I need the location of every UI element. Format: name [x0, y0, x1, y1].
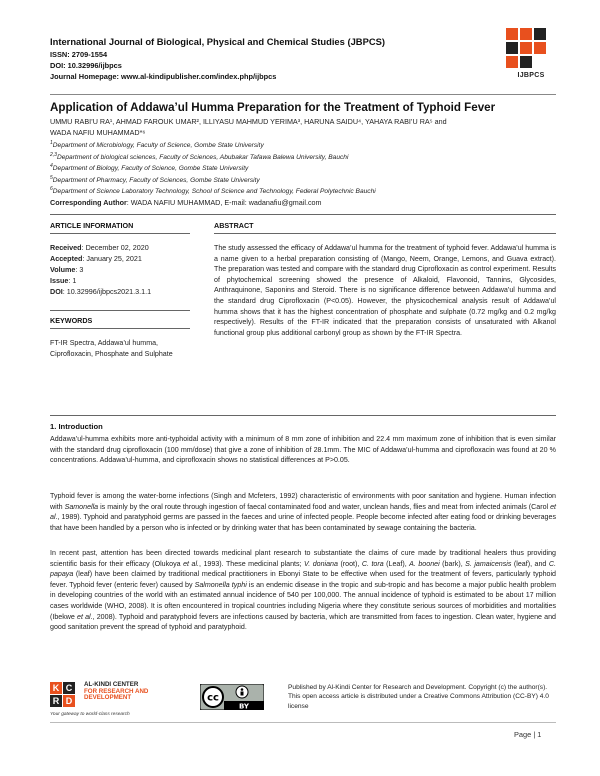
issue: Issue: 1 — [50, 276, 77, 285]
journal-homepage[interactable]: Journal Homepage: www.al-kindipublisher.com/index.php/ijbpcs — [50, 72, 277, 81]
accepted-date: Accepted: January 25, 2021 — [50, 254, 142, 263]
paragraph-3: In recent past, attention has been directed towards medicinal plant research to substantiate the claims of cure made by traditional healers thus providing scientific basis for their efficacy (Olukoya et al., 1993). These medicinal plants; V. doniana (root), C. tora (Leaf), A. boonei (bark), S. jamaicensis (leaf), and C. papaya (leaf) have been claimed by traditional medical practitioners in Ebonyi State to be effective when used for the treatment of fevers, particularly typhoid fever. Typhoid fever (enteric fever) caused by Salmonella typhi is an endemic disease in the tropic and sub-tropic and has become a major public health problem in developing countries of the world with an estimated annual incidence of 540 per 100,000. The annual incidence of typhoid is estimated to be about 17 million cases worldwide (WHO, 2008). It is often encountered in tropical countries including Nigeria where they constitute serious sources of morbidities and mortalities (Ibekwe et al., 2008). Typhoid and paratyphoid fevers are infections caused by bacteria, which are transmitted from faces to ingestion. Clean water, hygiene and good sanitation prevent the spread of typhoid and paratyphoid. — [50, 549, 556, 632]
kc-letter: K — [52, 683, 60, 693]
journal-logo-icon — [506, 28, 556, 78]
kc-letter: D — [65, 696, 73, 706]
al-kindi-name: AL-KINDI CENTER FOR RESEARCH AND DEVELOPMENT — [84, 681, 149, 702]
affiliation: $^4$Department of Biology, Faculty of Science, Gombe State University — [50, 163, 249, 173]
affiliation: $^5$Department of Pharmacy, Faculty of Sciences, Gombe State University — [50, 174, 260, 184]
footer-divider — [50, 722, 556, 723]
abstract-heading: ABSTRACT — [214, 221, 254, 230]
affiliation: $^1$Department of Microbiology, Faculty of Science, Gombe State University — [50, 140, 264, 150]
abstract-text: The study assessed the efficacy of Addawa’ul humma for the treatment of typhoid fever. Addawa’ul humma is a name given to a herbal preparation consisting of (Mango, Neem, Orange, Lemons, and Guava extract). The preparation was tested and compare with the standard drug Ciprofloxacin as control experiment. Results of phytochemical screening showed the presence of Alkaloid, Flavonoid, Tannins, Glycosides, Anthraquinone, Saponins and Steroid. There is no significance difference between Addawa’ul humma and the standard drug Ciprofloxacin (P<0.05). However, the physicochemical analysis result of Addawa’ul humma shows that it has the highest concentration of phosphate and sulphate (0.72 mg/kg and 0.2 mg/kg respectively). Results of the FT-IR indicated that the preparation consists of unsaturated with Alkanol functional group plus additional carbonyl group as shown by the FT-IR Spectra. — [214, 244, 556, 337]
journal-issn: ISSN: 2709-1554 — [50, 50, 108, 59]
cc-by-license-icon[interactable] — [200, 684, 264, 710]
journal-doi: DOI: 10.32996/ijbpcs — [50, 61, 122, 70]
keywords-rule-top — [50, 310, 190, 311]
section-rule-top — [50, 214, 556, 215]
by-label: BY — [238, 702, 250, 710]
paragraph-1: Addawa’ul-humma exhibits more anti-typhoidal activity with a minimum of 8 mm zone of inhibition and 22.4 mm maximum zone of inhibition that is even similar with the standard drug ciprofloxacin (100 mm/dose) that give a zone of inhibition of 28.1mm. The MIC of Addawa’ul-humma and ciprofloxacin was found at 20 % concentrations. Addawa’ul-humma, and ciprofloxacin shows no statistical differences at P>0.05. — [50, 435, 556, 465]
info-rule — [50, 233, 190, 234]
keywords-text: FT-IR Spectra, Addawa’ul humma, Ciprofloxacin, Phosphate and Sulphate — [50, 339, 173, 358]
keywords-heading: KEYWORDS — [50, 316, 93, 325]
article-title: Application of Addawa’ul Humma Preparation for the Treatment of Typhoid Fever — [50, 101, 496, 114]
authors-line-2: WADA NAFIU MUHAMMAD*⁶ — [50, 127, 146, 137]
journal-title: International Journal of Biological, Physical and Chemical Studies (JBPCS) — [50, 36, 385, 47]
header-divider — [50, 94, 556, 95]
volume: Volume: 3 — [50, 265, 84, 274]
section-heading: 1. Introduction — [50, 422, 103, 431]
corresponding-author: Corresponding Author: WADA NAFIU MUHAMMAD, E-mail: wadanafiu@gmail.com — [50, 198, 322, 207]
keywords-rule — [50, 328, 190, 329]
paragraph-2: Typhoid fever is among the water-borne infections (Singh and Mcfeters, 1992) characteristic of environments with poor sanitation and hygiene. Human infection with Samonella is mainly by the oral route through ingestion of faecal contaminated food and water, unclean hands, flies and meat from infected animals (Carol et al., 1989). Typhoid and paratyphoid germs are passed in the faeces and urine of infected people. People become infected after eating food or drinking beverages that have been handled by a person who is infected or by drinking water that has been contaminated by sewage containing the bacteria. — [50, 492, 556, 532]
journal-logo-text: IJBPCS — [517, 72, 545, 79]
al-kindi-tagline: Your gateway to world-class research — [50, 712, 130, 717]
article-doi[interactable]: DOI: 10.32996/ijbpcs2021.3.1.1 — [50, 287, 152, 296]
license-statement: Published by Al-Kindi Center for Research and Development. Copyright (c) the author(s). This open access article is distributed under a Creative Commons Attribution (CC-BY) 4.0 license — [288, 684, 549, 710]
cc-label: cc — [207, 692, 219, 704]
kc-letter: C — [65, 683, 73, 693]
abstract-rule — [214, 233, 556, 234]
affiliation: $^6$Department of Science Laboratory Technology, School of Science and Technology, Federal Polytechnic Bauchi — [50, 186, 376, 196]
kc-letter: R — [52, 696, 60, 706]
author-list — [50, 117, 550, 138]
affiliation: $^{2,3}$Department of biological sciences, Faculty of Sciences, Abubakar Tafawa Balewa University, Bauchi — [50, 151, 349, 161]
page-number: Page | 1 — [514, 730, 542, 739]
authors-line-1: UMMU RABI’U RA¹, AHMAD FAROUK UMAR², ILLIYASU MAHMUD YERIMA³, HARUNA SAIDU⁴, YAHAYA RABI’U RA⁵ and — [50, 117, 447, 126]
received-date: Received: December 02, 2020 — [50, 243, 149, 252]
article-information-heading: ARTICLE INFORMATION — [50, 221, 134, 230]
abstract-rule-bottom — [50, 415, 556, 416]
